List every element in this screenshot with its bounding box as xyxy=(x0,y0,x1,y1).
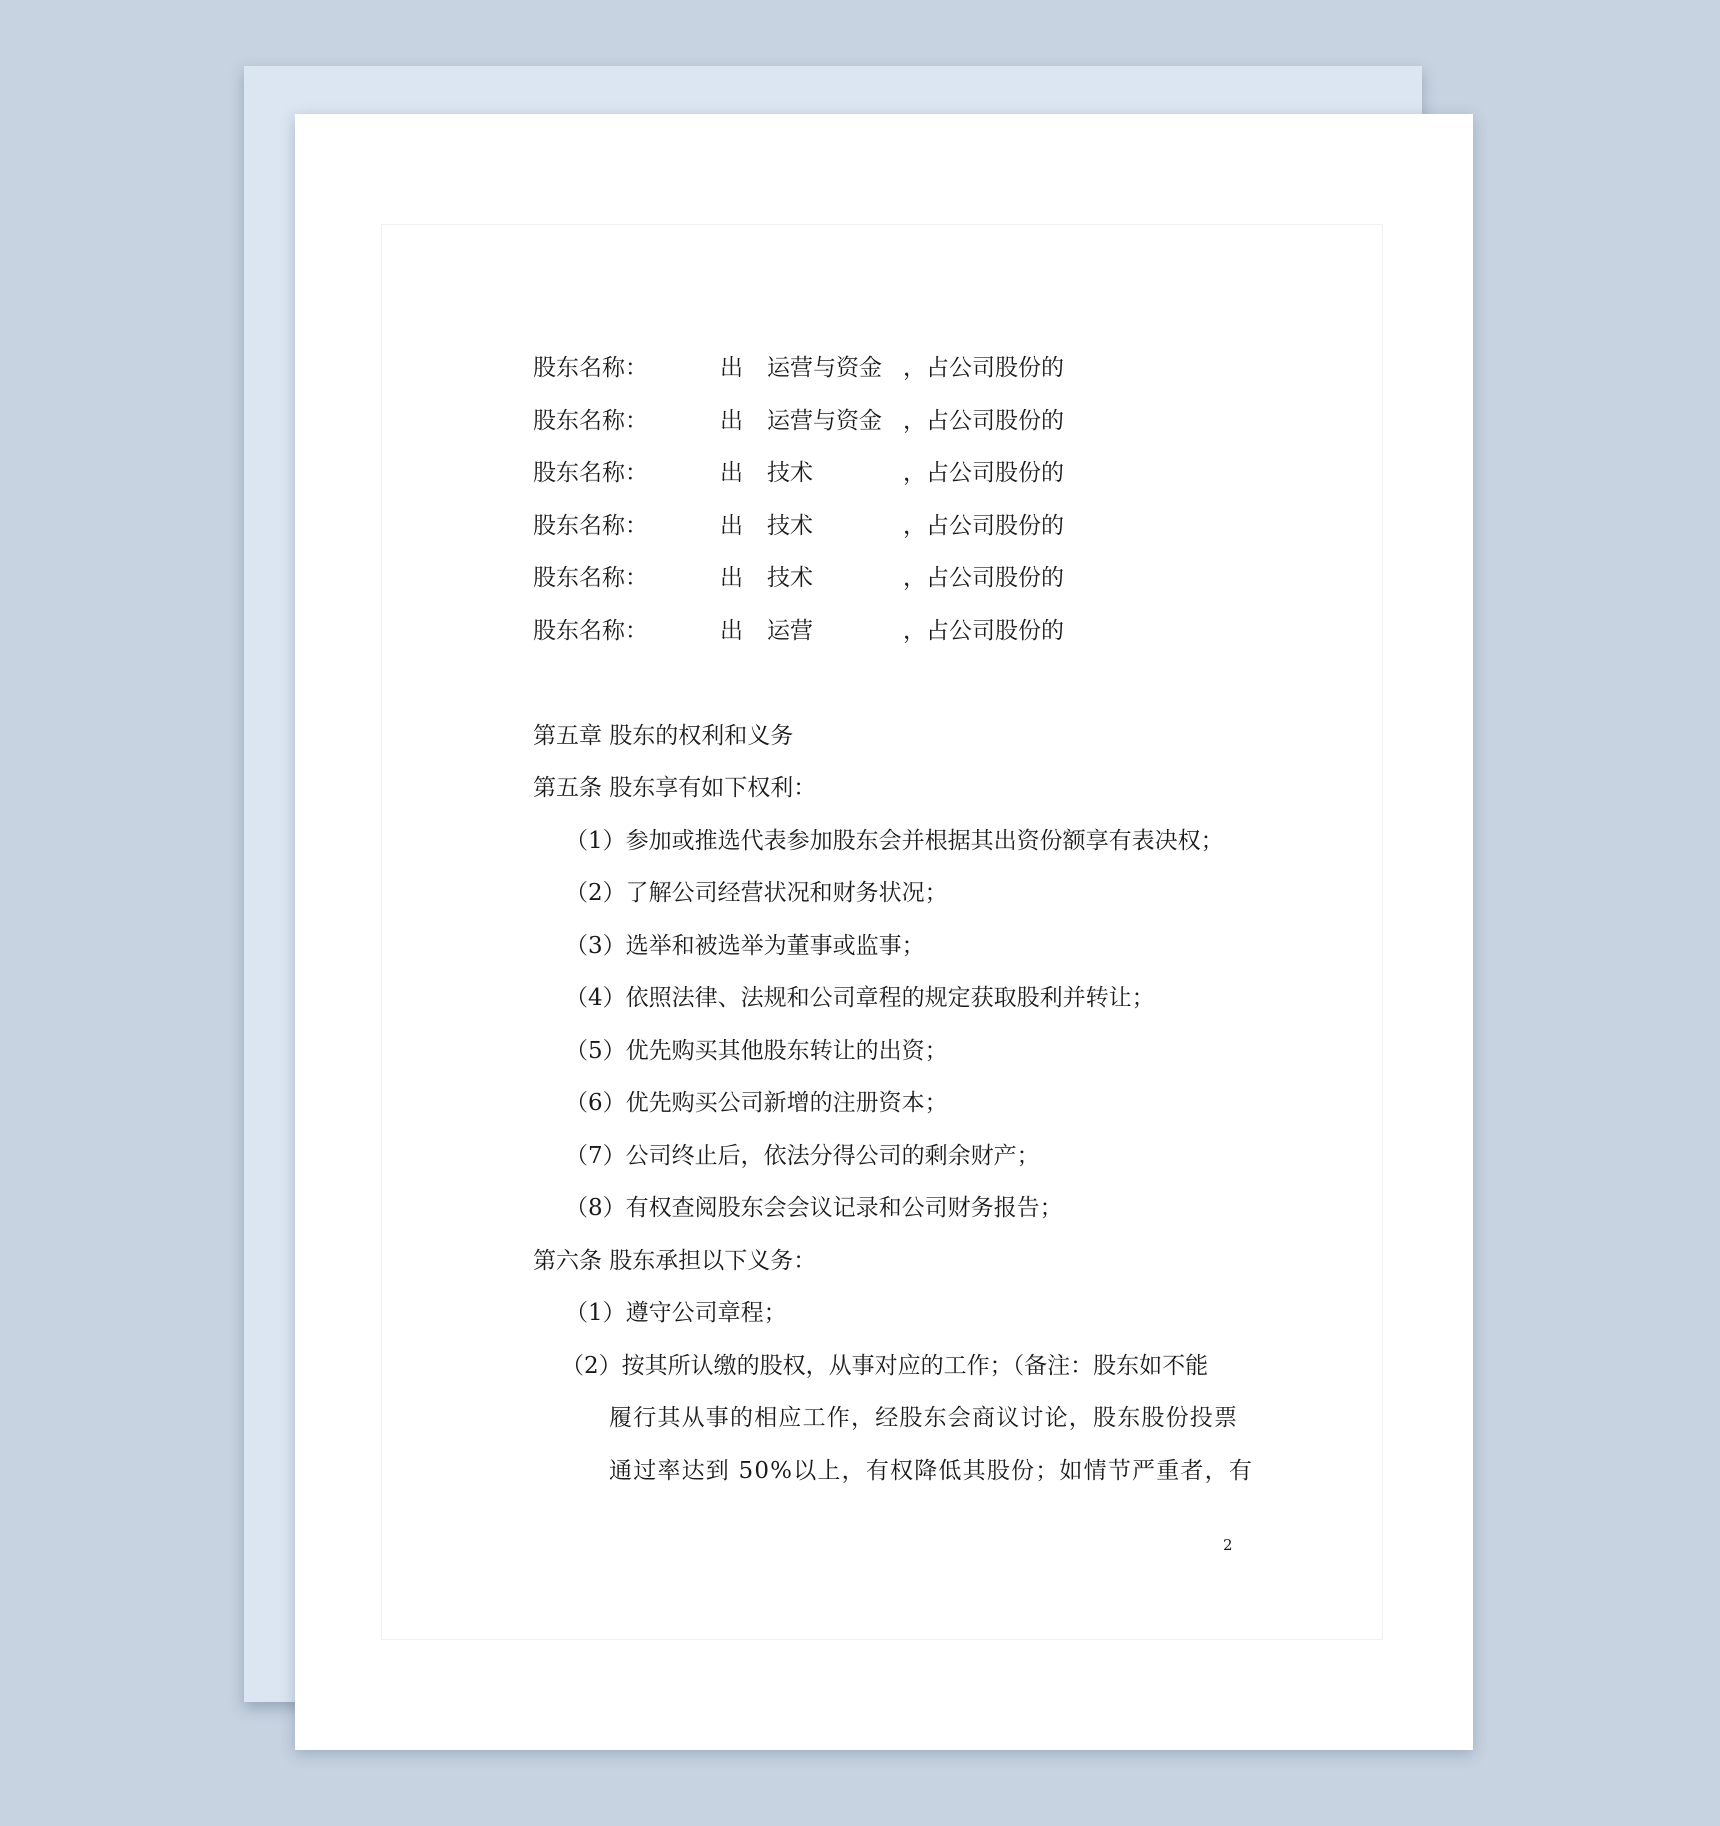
share-percent-label: ，占公司股份的 xyxy=(903,460,1064,486)
contribution-label: 出 xyxy=(720,407,743,434)
contribution-type: 技术 xyxy=(767,460,813,486)
shareholder-row xyxy=(533,605,1253,658)
shareholder-label: 股东名称： xyxy=(533,407,648,434)
right-item: （6）优先购买公司新增的注册资本； xyxy=(565,1090,948,1116)
document-page xyxy=(295,114,1473,1750)
shareholder-label: 股东名称： xyxy=(533,512,648,539)
shareholder-label: 股东名称： xyxy=(533,355,648,381)
shareholder-row xyxy=(533,395,1253,448)
contribution-type: 技术 xyxy=(767,512,813,539)
obligation-item: （1）遵守公司章程； xyxy=(565,1300,787,1326)
shareholder-label: 股东名称： xyxy=(533,565,648,591)
right-item: （1）参加或推选代表参加股东会并根据其出资份额享有表决权； xyxy=(565,827,1224,854)
blank-line xyxy=(533,657,1253,710)
shareholder-row xyxy=(533,342,1253,395)
article-5-heading: 第五条 股东享有如下权利： xyxy=(533,775,817,801)
share-percent-label: ，占公司股份的 xyxy=(903,407,1064,434)
shareholder-row xyxy=(533,500,1253,553)
right-item: （5）优先购买其他股东转让的出资； xyxy=(565,1037,948,1064)
right-item: （7）公司终止后，依法分得公司的剩余财产； xyxy=(565,1142,1040,1169)
right-item: （3）选举和被选举为董事或监事； xyxy=(565,932,925,959)
page-content xyxy=(533,342,1253,1497)
share-percent-label: ，占公司股份的 xyxy=(903,617,1064,644)
right-item: （4）依照法律、法规和公司章程的规定获取股利并转让； xyxy=(565,985,1155,1011)
article-6-heading: 第六条 股东承担以下义务： xyxy=(533,1247,817,1274)
contribution-label: 出 xyxy=(720,355,743,381)
contribution-label: 出 xyxy=(720,617,743,644)
contribution-type: 运营与资金 xyxy=(767,407,882,434)
contribution-type: 运营 xyxy=(767,617,813,644)
shareholder-label: 股东名称： xyxy=(533,617,648,644)
contribution-label: 出 xyxy=(720,512,743,539)
share-percent-label: ，占公司股份的 xyxy=(903,355,1064,381)
share-percent-label: ，占公司股份的 xyxy=(903,565,1064,591)
shareholder-row xyxy=(533,447,1253,500)
contribution-type: 运营与资金 xyxy=(767,355,882,381)
shareholder-row xyxy=(533,552,1253,605)
obligation-item-line: 通过率达到 50%以上，有权降低其股份；如情节严重者，有 xyxy=(609,1457,1254,1484)
contribution-label: 出 xyxy=(720,460,743,486)
obligation-item-line: （2）按其所认缴的股权，从事对应的工作；（备注：股东如不能 xyxy=(561,1352,1209,1379)
share-percent-label: ，占公司股份的 xyxy=(903,512,1064,539)
right-item: （8）有权查阅股东会会议记录和公司财务报告； xyxy=(565,1195,1063,1221)
chapter-heading: 第五章 股东的权利和义务 xyxy=(533,722,794,749)
contribution-type: 技术 xyxy=(767,565,813,591)
right-item: （2）了解公司经营状况和财务状况； xyxy=(565,880,948,906)
shareholder-label: 股东名称： xyxy=(533,460,648,486)
obligation-item-line: 履行其从事的相应工作，经股东会商议讨论，股东股份投票 xyxy=(609,1405,1239,1431)
contribution-label: 出 xyxy=(720,565,743,591)
page-number: 2 xyxy=(1223,1536,1233,1554)
